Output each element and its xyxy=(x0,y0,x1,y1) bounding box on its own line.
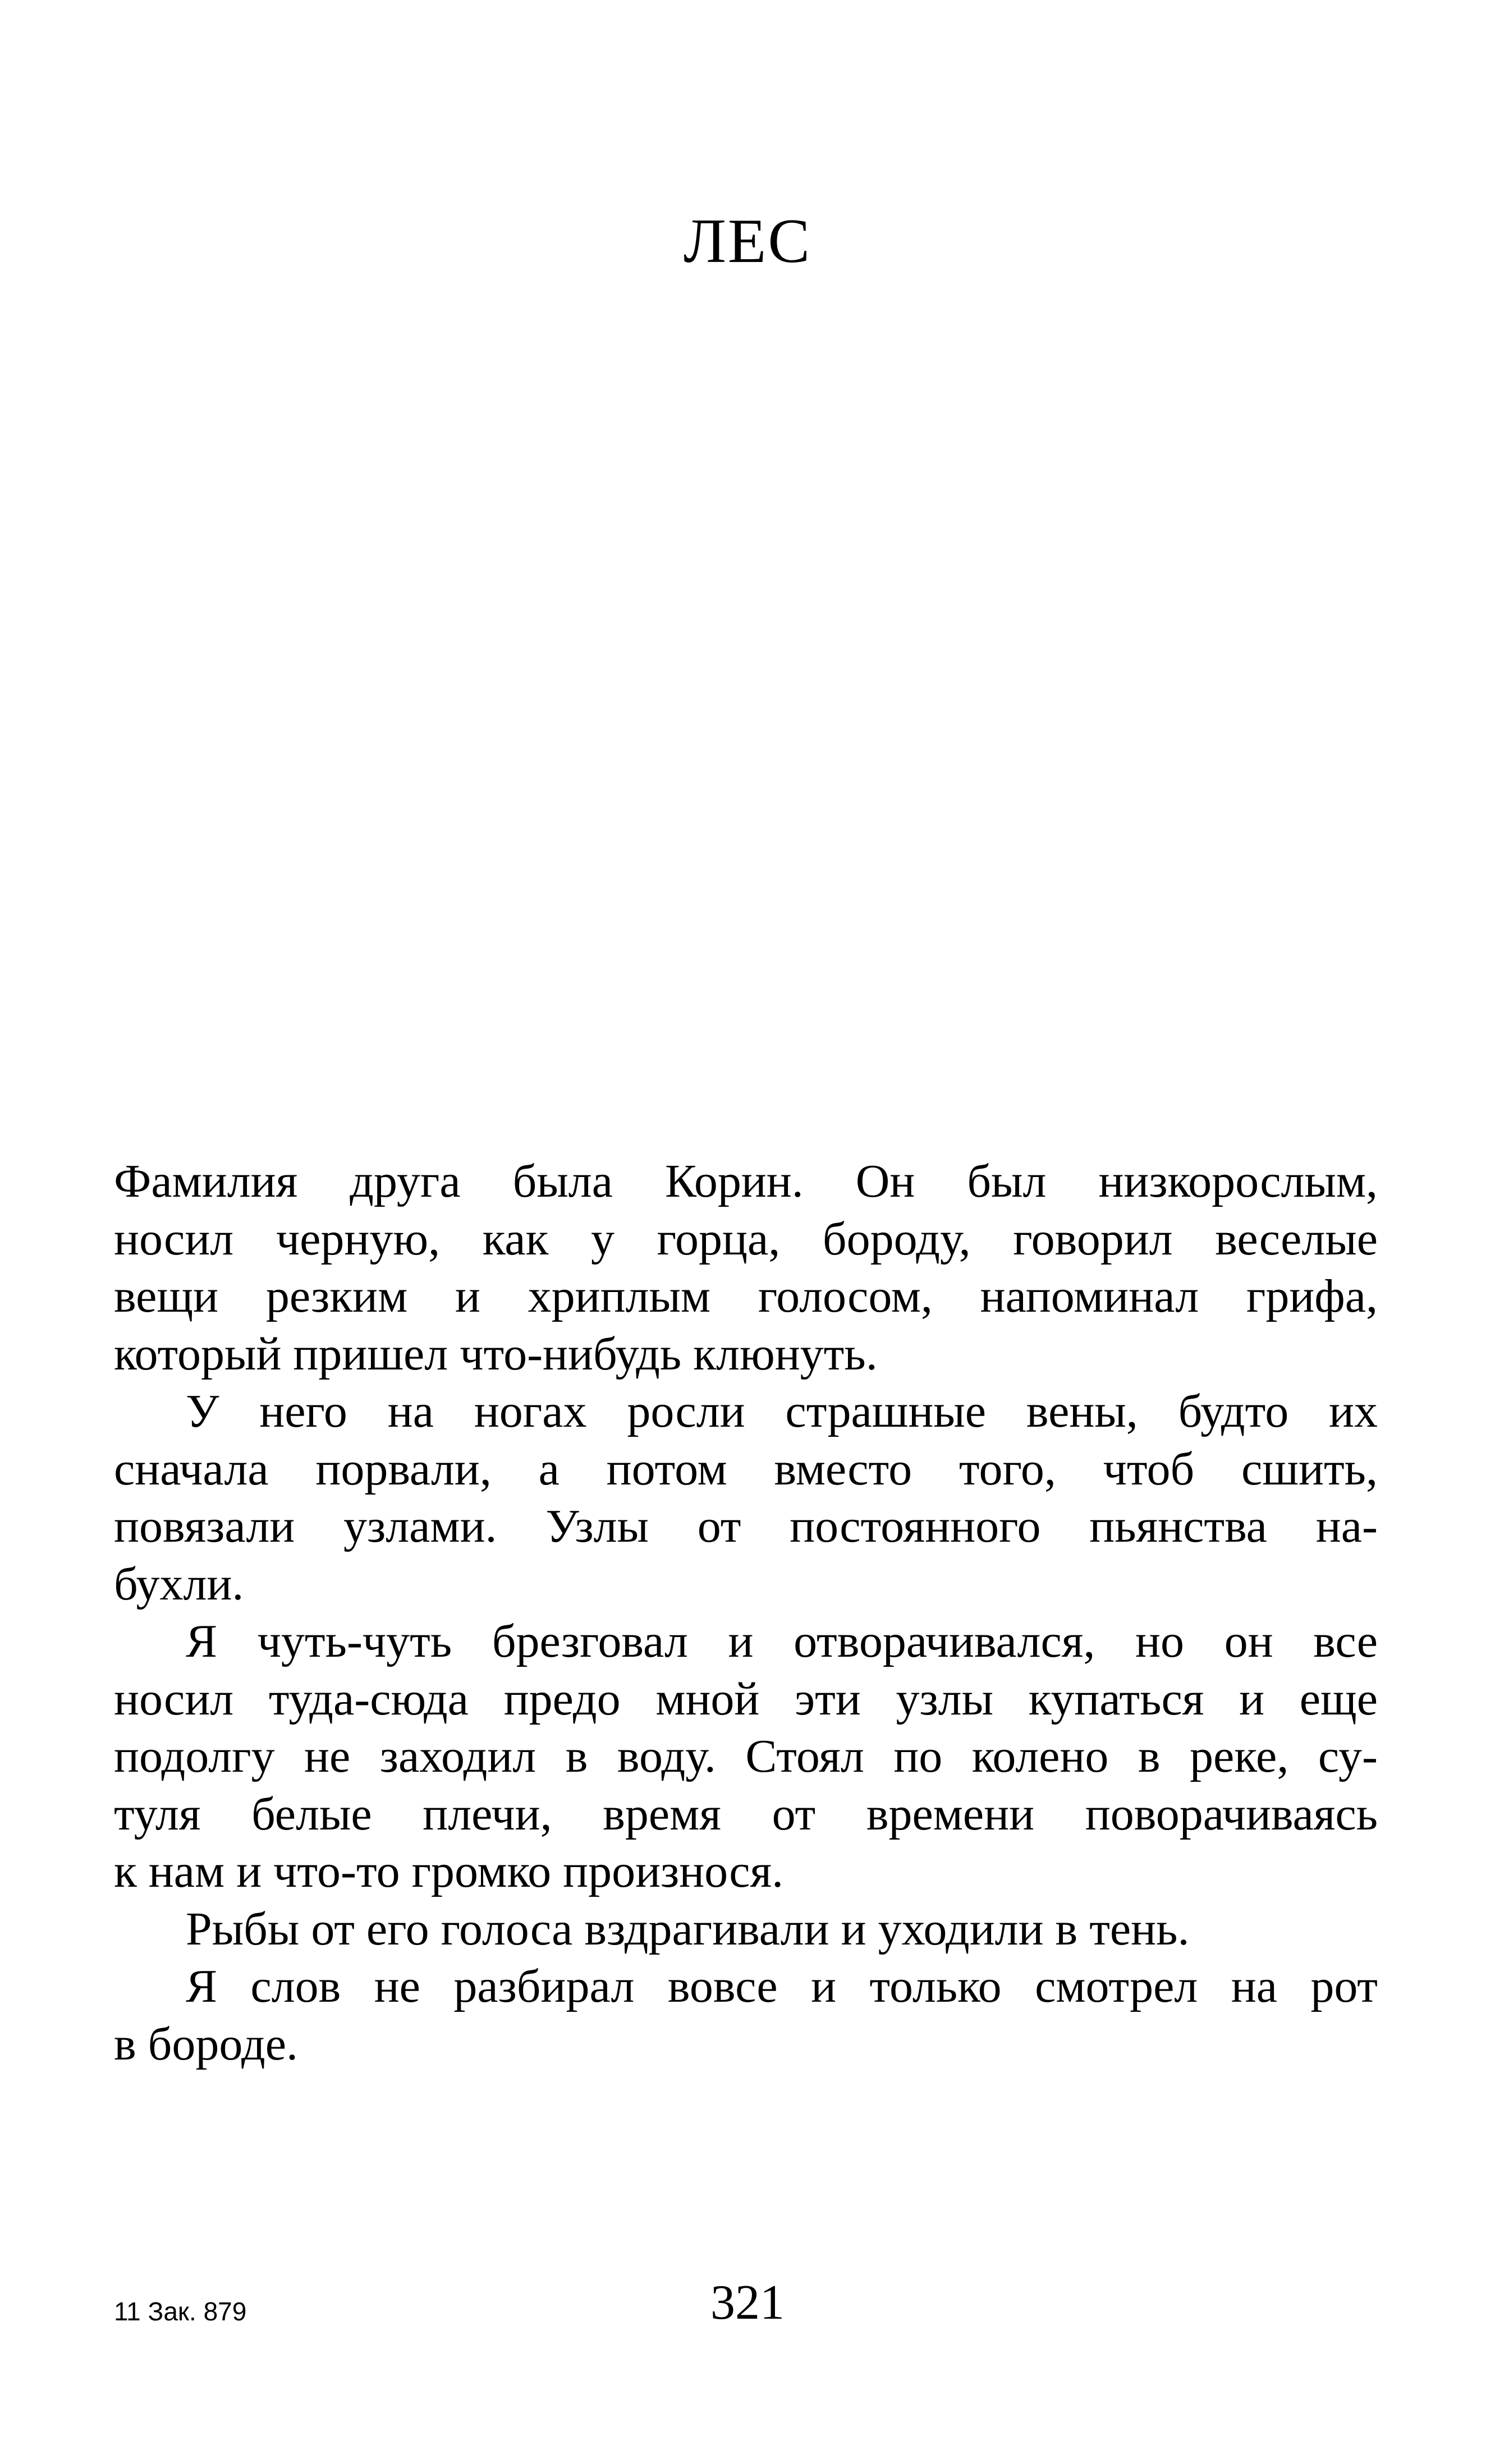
paragraph-3 xyxy=(114,1613,1378,1901)
text-line: У него на ногах росли страшные вены, будто их xyxy=(186,1385,1378,1437)
page-number: 321 xyxy=(710,2275,785,2330)
text-line: туля белые плечи, время от времени поворачиваясь xyxy=(114,1787,1378,1840)
text-line: вещи резким и хриплым голосом, напоминал грифа, xyxy=(114,1270,1378,1322)
text-line: носил туда-сюда предо мной эти узлы купаться и еще xyxy=(114,1672,1378,1725)
text-line: к нам и что-то громко произнося. xyxy=(114,1845,784,1897)
text-line: повязали узлами. Узлы от постоянного пьянства на- xyxy=(114,1500,1378,1552)
text-line: Рыбы от его голоса вздрагивали и уходили в тень. xyxy=(186,1902,1190,1955)
text-line: бухли. xyxy=(114,1557,244,1610)
text-line: в бороде. xyxy=(114,2017,299,2070)
paragraph-5 xyxy=(114,1958,1378,2073)
paragraph-1 xyxy=(114,1153,1378,1383)
text-line: сначала порвали, а потом вместо того, чтоб сшить, xyxy=(114,1442,1378,1495)
print-order-code: 11 Зак. 879 xyxy=(114,2297,247,2326)
text-line: носил черную, как у горца, бороду, говорил веселые xyxy=(114,1212,1378,1265)
body-text xyxy=(114,1153,1378,2073)
chapter-title: ЛЕС xyxy=(683,206,812,276)
paragraph-2 xyxy=(114,1383,1378,1613)
text-line: который пришел что-нибудь клюнуть. xyxy=(114,1327,878,1380)
paragraph-4 xyxy=(114,1901,1378,1959)
text-line: Фамилия друга была Корин. Он был низкорослым, xyxy=(114,1155,1378,1207)
text-line: подолгу не заходил в воду. Стоял по колено в реке, су- xyxy=(114,1730,1378,1782)
text-line: Я чуть-чуть брезговал и отворачивался, но он все xyxy=(186,1615,1378,1667)
text-line: Я слов не разбирал вовсе и только смотрел на рот xyxy=(186,1960,1378,2012)
